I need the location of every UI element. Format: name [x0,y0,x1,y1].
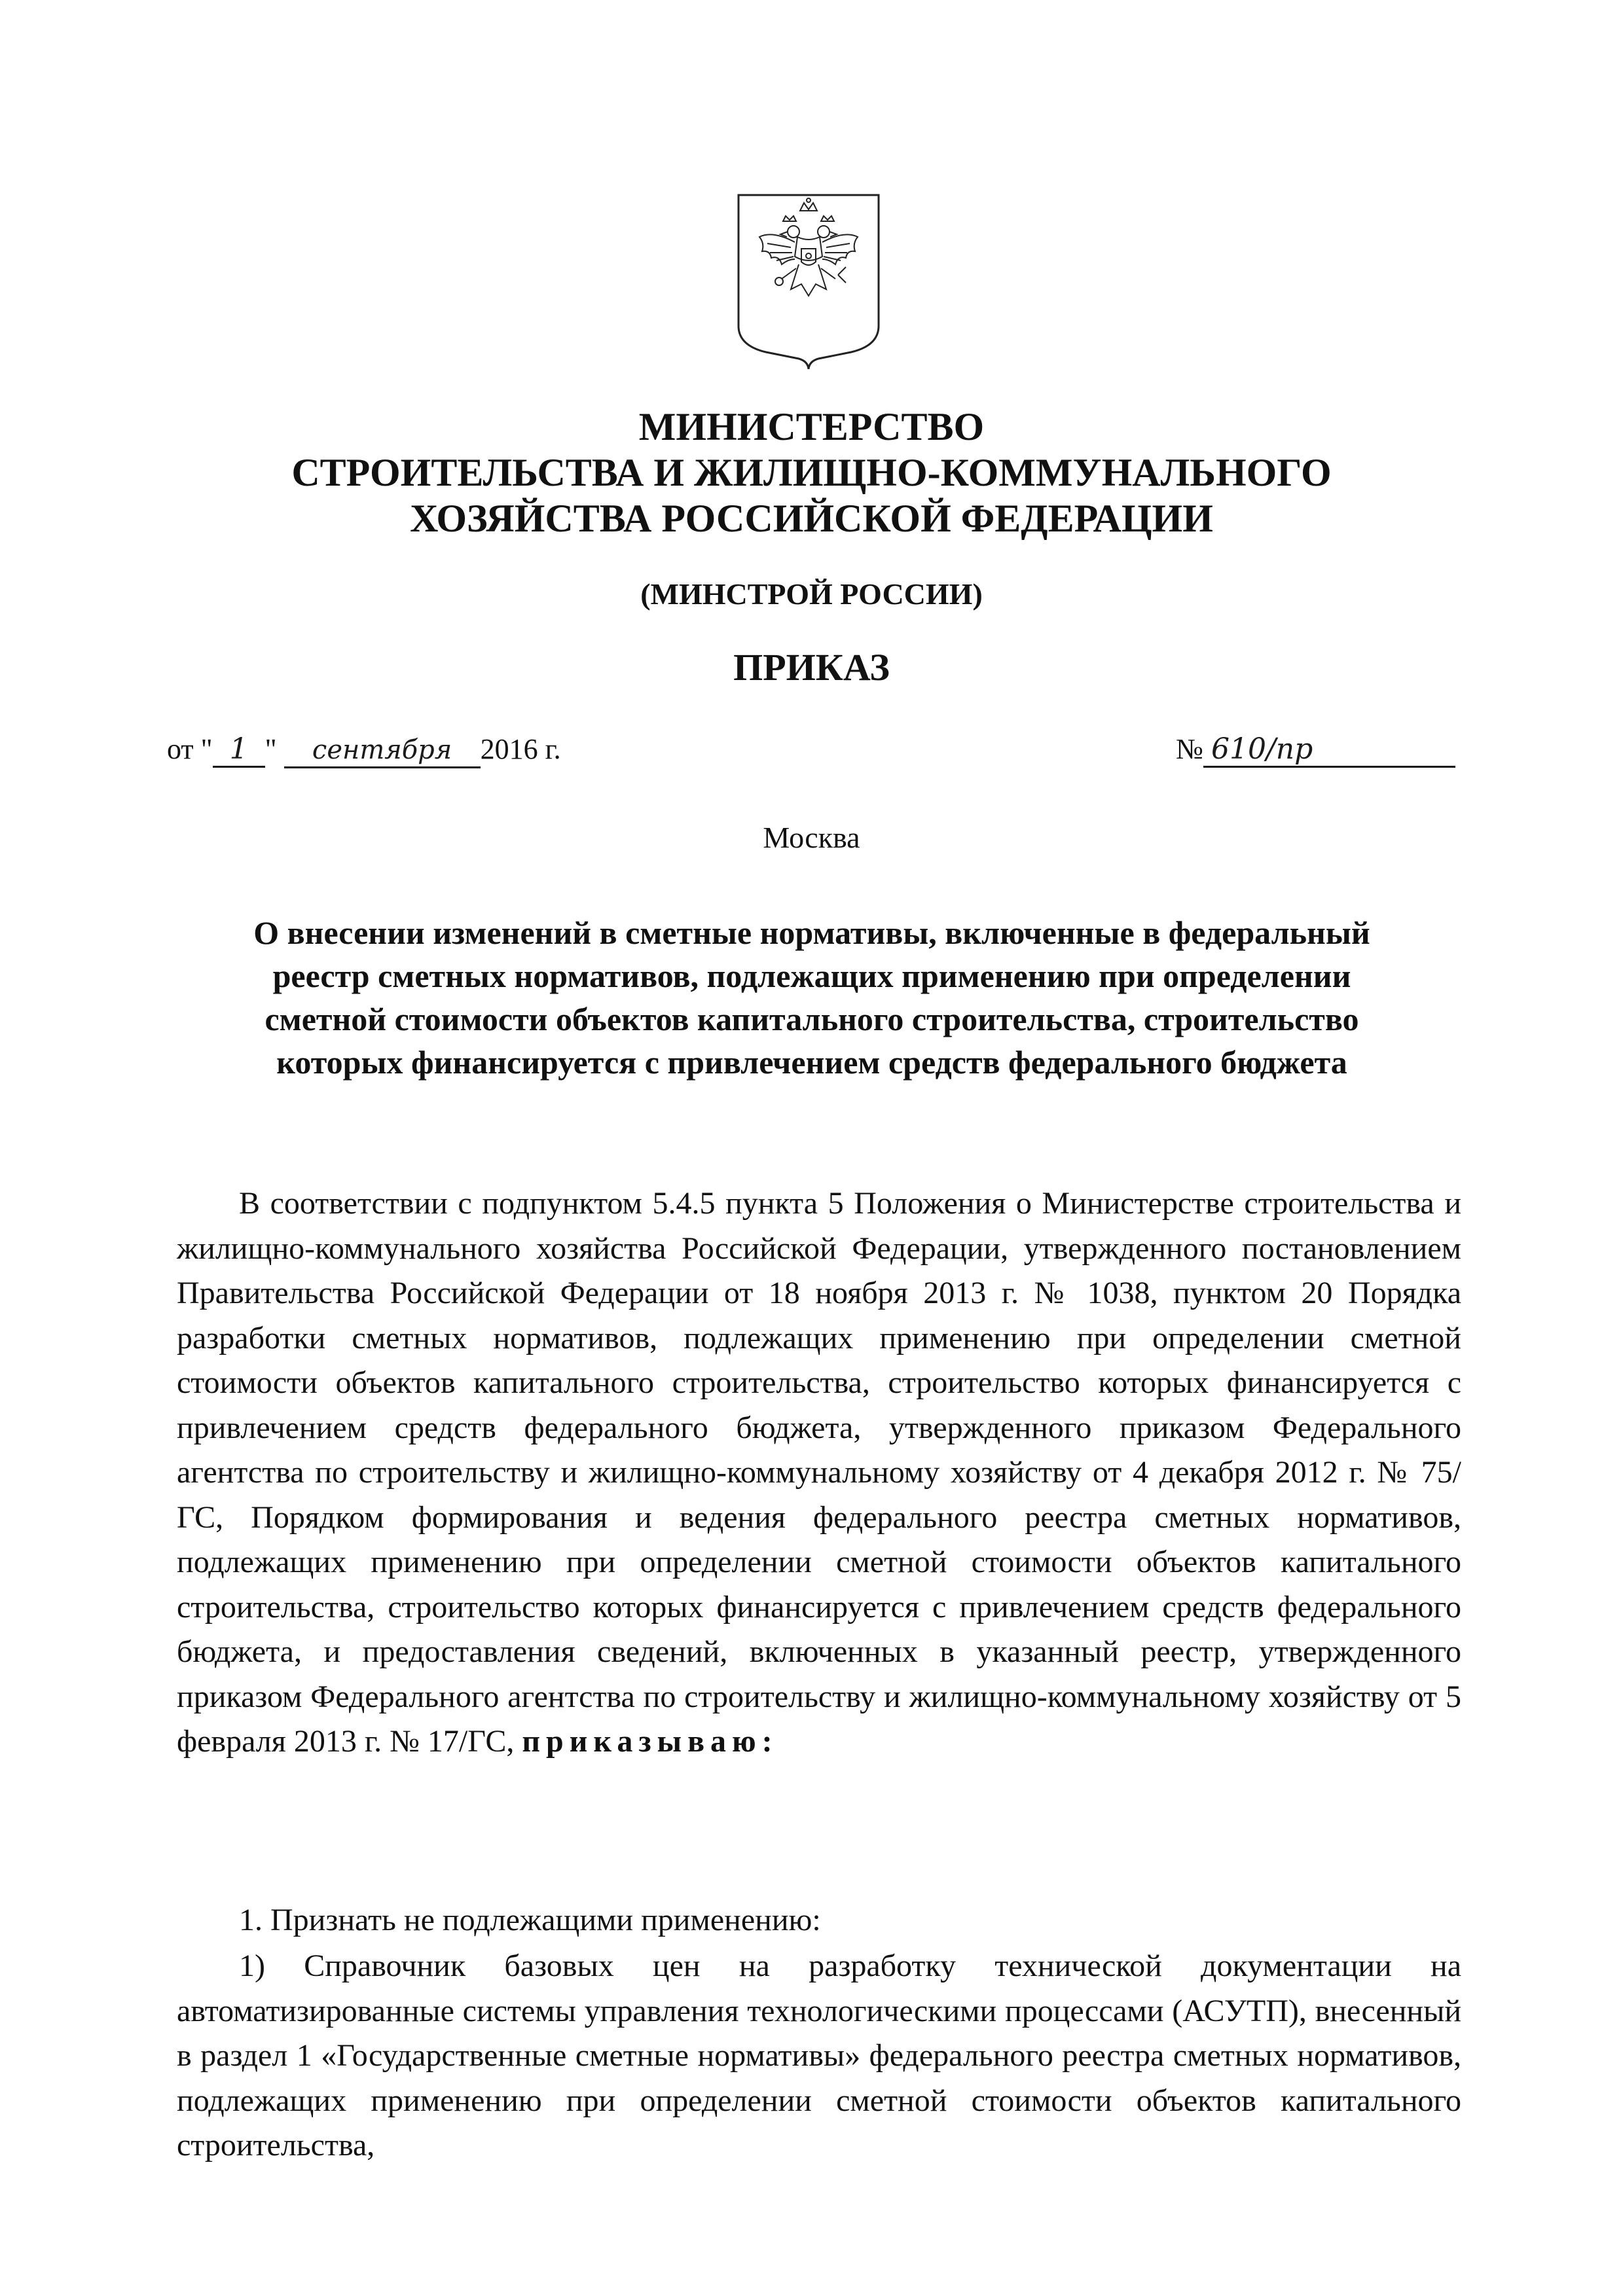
preamble-text: В соответствии с подпунктом 5.4.5 пункта 5 Положения о Министерстве строительства и жилищно-коммунального хозяйства Российской Федерации, утвержденного постановлением Правительства Российской Федерации от 18 ноября 2013 г. № 1038, пунктом 20 Порядка разработки сметных нормативов, подлежащих применению при определении сметной стоимости объектов капитального строительства, строительство которых финансируется с привлечением средств федерального бюджета, утвержденного приказом Федерального агентства по строительству и жилищно-коммунальному хозяйству от 4 декабря 2012 г. № 75/ГС, Порядком формирования и ведения федерального реестра сметных нормативов, подлежащих применению при определении сметной стоимости объектов капитального строительства, строительство которых финансируется с привлечением средств федерального бюджета, и предоставления сведений, включенных в указанный реестр, утвержденного приказом Федерального агентства по строительству и жилищно-коммунальному хозяйству от 5 февраля 2013 г. № 17/ГС, [177,1186,1461,1759]
item-1-subitem-1: 1) Справочник базовых цен на разработку технической документации на автоматизированные системы управления технологическими процессами (АСУТП), внесенный в раздел 1 «Государственные сметные нормативы» федерального реестра сметных нормативов, подлежащих применению при определении сметной стоимости объектов капитального строительства, [177,1948,1461,2162]
title-line: реестр сметных нормативов, подлежащих применению при определении [272,958,1351,994]
coat-of-arms-emblem [733,191,884,369]
item-1: 1. Признать не подлежащими применению: [239,1903,821,1937]
order-date [167,730,561,769]
ministry-name-line-1: МИНИСТЕРСТВО [638,405,985,448]
order-title [157,911,1467,1084]
date-day-handwritten: 1 [213,733,265,768]
ministry-short-name: (МИНСТРОЙ РОССИИ) [640,577,983,611]
order-number [1176,730,1455,769]
preamble-paragraph [177,1181,1461,1765]
city-name: Москва [763,821,860,854]
document-type-heading: ПРИКАЗ [733,646,890,689]
ministry-name-line-3: ХОЗЯЙСТВА РОССИЙСКОЙ ФЕДЕРАЦИИ [410,497,1213,540]
date-prefix: от [167,733,194,765]
title-line: О внесении изменений в сметные нормативы, включенные в федеральный [253,914,1370,951]
date-year: 2016 [480,733,538,765]
date-month-handwritten: сентября [284,734,481,768]
number-handwritten: 610/пр [1203,733,1455,768]
date-year-suffix: г. [545,733,561,765]
date-open-quote: " [200,733,213,765]
number-prefix: № [1176,733,1203,765]
order-word: приказываю: [522,1724,778,1759]
ministry-name-line-2: СТРОИТЕЛЬСТВА И ЖИЛИЩНО-КОММУНАЛЬНОГО [291,451,1332,494]
date-close-quote: " [264,733,277,765]
title-line: сметной стоимости объектов капитального строительства, строительство [264,1001,1359,1037]
title-line: которых финансируется с привлечением средств федерального бюджета [276,1044,1347,1081]
